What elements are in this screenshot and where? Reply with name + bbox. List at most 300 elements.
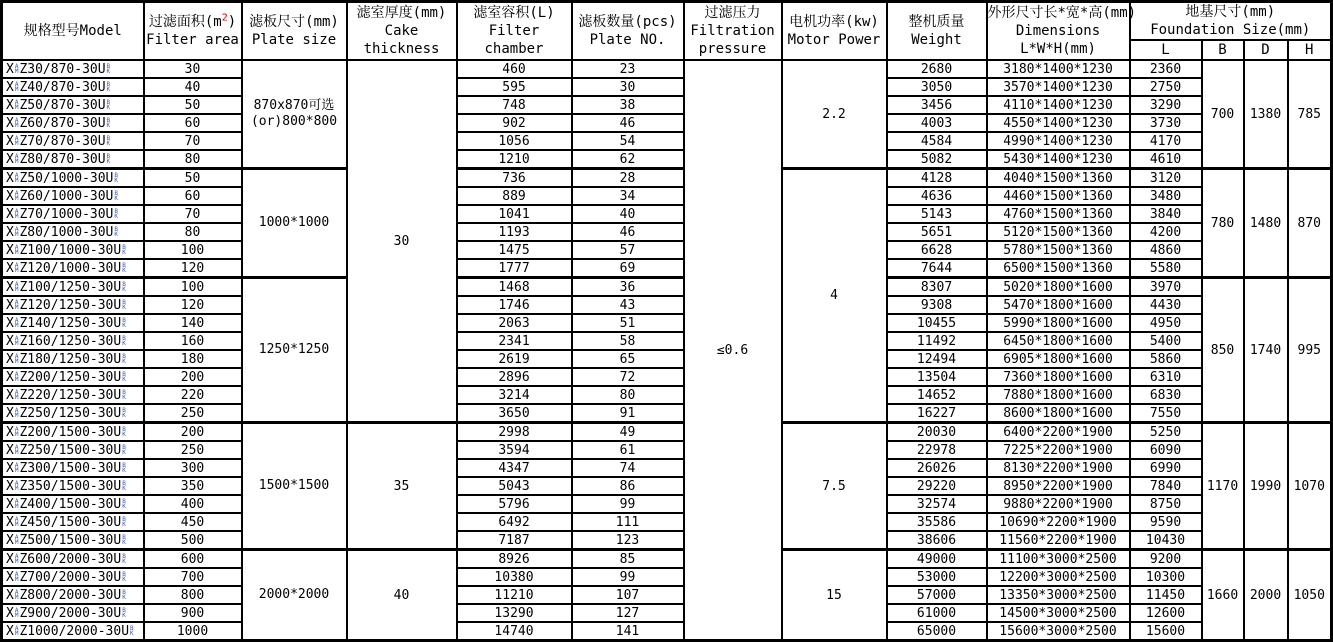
table-row: [2, 223, 1332, 241]
model-code: Z300/1500-30U: [19, 460, 122, 476]
plate-no-cell: 46: [572, 223, 684, 241]
weight-cell: 5082: [887, 150, 987, 169]
motor-power-cell: 4: [782, 169, 887, 423]
header-plate-no: 滤板数量(pcs) Plate NO.: [572, 2, 684, 61]
plate-no-cell: 74: [572, 459, 684, 477]
model-prefix: X: [6, 115, 14, 131]
filter-area-cell: 200: [144, 423, 242, 442]
filter-area-cell: 30: [144, 60, 242, 78]
model-cell: [2, 368, 144, 386]
model-option-stack-post: B K: [122, 335, 126, 347]
model-prefix: X: [6, 242, 14, 258]
dimensions-cell: 11560*2200*1900: [987, 531, 1130, 550]
model-cell: [2, 404, 144, 423]
foundation-l-cell: 3480: [1130, 187, 1202, 205]
model-prefix: X: [6, 279, 14, 295]
model-option-stack-post: B K: [106, 117, 111, 129]
plate-no-cell: 99: [572, 568, 684, 586]
filter-area-cell: 80: [144, 150, 242, 169]
weight-cell: 5143: [887, 205, 987, 223]
weight-cell: 26026: [887, 459, 987, 477]
weight-cell: 16227: [887, 404, 987, 423]
model-option-stack-pre: A M: [14, 172, 19, 184]
weight-cell: 7644: [887, 259, 987, 278]
model-prefix: X: [6, 333, 14, 349]
plate-no-cell: 46: [572, 114, 684, 132]
foundation-l-cell: 7840: [1130, 477, 1202, 495]
header-filter-chamber: 滤室容积(L) Filter chamber: [457, 2, 572, 61]
filter-area-cell: 1000: [144, 622, 242, 641]
plate-size-cell: 1500*1500: [242, 423, 347, 550]
filter-chamber-cell: 1475: [457, 241, 572, 259]
table-row: [2, 386, 1332, 404]
filter-area-cell: 70: [144, 205, 242, 223]
model-prefix: X: [6, 315, 14, 331]
model-prefix: X: [6, 188, 14, 204]
table-row: [2, 332, 1332, 350]
foundation-d-cell: 2000: [1244, 550, 1288, 641]
weight-cell: 4636: [887, 187, 987, 205]
model-option-stack-post: B K: [122, 553, 126, 565]
model-prefix: X: [6, 424, 14, 440]
table-row: [2, 259, 1332, 278]
weight-cell: 3456: [887, 96, 987, 114]
dimensions-cell: 8600*1800*1600: [987, 404, 1130, 423]
filter-chamber-cell: 11210: [457, 586, 572, 604]
filter-chamber-cell: 748: [457, 96, 572, 114]
foundation-l-cell: 3970: [1130, 278, 1202, 297]
plate-no-cell: 86: [572, 477, 684, 495]
cake-thickness-cell: 40: [347, 550, 457, 641]
model-cell: [2, 114, 144, 132]
table-row: [2, 278, 1332, 297]
filter-chamber-cell: 1777: [457, 259, 572, 278]
dimensions-cell: 5990*1800*1600: [987, 314, 1130, 332]
foundation-l-cell: 6990: [1130, 459, 1202, 477]
filter-chamber-cell: 7187: [457, 531, 572, 550]
cake-thickness-cell: 30: [347, 60, 457, 423]
weight-cell: 32574: [887, 495, 987, 513]
plate-no-cell: 69: [572, 259, 684, 278]
model-code: Z250/1500-30U: [19, 442, 122, 458]
model-option-stack-pre: A M: [14, 135, 19, 147]
filter-area-cell: 70: [144, 132, 242, 150]
model-option-stack-pre: A M: [14, 553, 19, 565]
model-code: Z140/1250-30U: [19, 315, 122, 331]
model-prefix: X: [6, 297, 14, 313]
plate-no-cell: 58: [572, 332, 684, 350]
dimensions-cell: 5120*1500*1360: [987, 223, 1130, 241]
model-code: Z160/1250-30U: [19, 333, 122, 349]
foundation-h-cell: 785: [1288, 60, 1332, 169]
model-option-stack-post: B K: [122, 534, 126, 546]
table-row: [2, 568, 1332, 586]
model-option-stack-post: B K: [122, 317, 126, 329]
model-cell: [2, 296, 144, 314]
weight-cell: 14652: [887, 386, 987, 404]
model-code: Z600/2000-30U: [19, 551, 122, 567]
model-option-stack-pre: A M: [14, 516, 19, 528]
weight-cell: 4003: [887, 114, 987, 132]
table-row: [2, 314, 1332, 332]
filter-chamber-cell: 14740: [457, 622, 572, 641]
model-code: Z700/2000-30U: [19, 569, 122, 585]
plate-size-cell: 1000*1000: [242, 169, 347, 278]
filter-chamber-cell: 3214: [457, 386, 572, 404]
weight-cell: 10455: [887, 314, 987, 332]
filter-chamber-cell: 889: [457, 187, 572, 205]
model-code: Z80/870-30U: [19, 151, 106, 167]
filter-area-cell: 450: [144, 513, 242, 531]
model-cell: [2, 622, 144, 641]
filter-area-cell: 100: [144, 241, 242, 259]
header-dimensions: 外形尺寸长*宽*高(mm) Dimensions L*W*H(mm): [987, 2, 1130, 61]
filter-area-cell: 350: [144, 477, 242, 495]
dimensions-cell: 5430*1400*1230: [987, 150, 1130, 169]
table-row: [2, 622, 1332, 641]
model-option-stack-pre: A M: [14, 190, 19, 202]
model-option-stack-pre: A M: [14, 317, 19, 329]
foundation-l-cell: 12600: [1130, 604, 1202, 622]
header-motor-power: 电机功率(kw) Motor Power: [782, 2, 887, 61]
dimensions-cell: 4550*1400*1230: [987, 114, 1130, 132]
model-prefix: X: [6, 351, 14, 367]
foundation-l-cell: 4430: [1130, 296, 1202, 314]
model-code: Z1000/2000-30U: [19, 623, 130, 639]
plate-no-cell: 123: [572, 531, 684, 550]
filter-area-cell: 60: [144, 187, 242, 205]
plate-no-cell: 43: [572, 296, 684, 314]
dimensions-cell: 5020*1800*1600: [987, 278, 1130, 297]
model-option-stack-pre: A M: [14, 353, 19, 365]
model-option-stack-post: B K: [122, 516, 126, 528]
model-option-stack-post: B K: [122, 262, 126, 274]
model-option-stack-post: B K: [122, 571, 126, 583]
dimensions-cell: 8130*2200*1900: [987, 459, 1130, 477]
dimensions-cell: 8950*2200*1900: [987, 477, 1130, 495]
model-cell: [2, 314, 144, 332]
table-row: [2, 60, 1332, 78]
model-option-stack-post: B K: [122, 498, 126, 510]
model-cell: [2, 441, 144, 459]
weight-cell: 49000: [887, 550, 987, 569]
model-cell: [2, 386, 144, 404]
filter-chamber-cell: 1468: [457, 278, 572, 297]
filter-chamber-cell: 736: [457, 169, 572, 188]
model-prefix: X: [6, 442, 14, 458]
foundation-l-cell: 6830: [1130, 386, 1202, 404]
model-code: Z70/870-30U: [19, 133, 106, 149]
table-row: [2, 114, 1332, 132]
model-cell: [2, 96, 144, 114]
model-option-stack-post: B K: [130, 625, 134, 637]
table-row: [2, 96, 1332, 114]
dimensions-cell: 6450*1800*1600: [987, 332, 1130, 350]
model-cell: [2, 459, 144, 477]
dimensions-cell: 14500*3000*2500: [987, 604, 1130, 622]
model-cell: [2, 223, 144, 241]
model-cell: [2, 169, 144, 188]
model-prefix: X: [6, 532, 14, 548]
model-code: Z200/1500-30U: [19, 424, 122, 440]
dimensions-cell: 7880*1800*1600: [987, 386, 1130, 404]
dimensions-cell: 4040*1500*1360: [987, 169, 1130, 188]
plate-no-cell: 85: [572, 550, 684, 569]
model-code: Z500/1500-30U: [19, 532, 122, 548]
model-option-stack-post: B K: [122, 371, 126, 383]
plate-no-cell: 49: [572, 423, 684, 442]
foundation-b-cell: 780: [1202, 169, 1244, 278]
model-code: Z70/1000-30U: [19, 206, 114, 222]
weight-cell: 12494: [887, 350, 987, 368]
model-option-stack-post: B K: [114, 172, 118, 184]
dimensions-cell: 7225*2200*1900: [987, 441, 1130, 459]
foundation-l-cell: 3730: [1130, 114, 1202, 132]
filter-chamber-cell: 3650: [457, 404, 572, 423]
table-row: [2, 296, 1332, 314]
model-option-stack-post: B K: [106, 99, 111, 111]
model-option-stack-post: B K: [122, 607, 126, 619]
table-row: [2, 150, 1332, 169]
foundation-l-cell: 11450: [1130, 586, 1202, 604]
model-option-stack-pre: A M: [14, 480, 19, 492]
filter-chamber-cell: 3594: [457, 441, 572, 459]
model-option-stack-post: B K: [122, 480, 126, 492]
model-prefix: X: [6, 369, 14, 385]
filter-chamber-cell: 2341: [457, 332, 572, 350]
model-cell: [2, 586, 144, 604]
foundation-l-cell: 10300: [1130, 568, 1202, 586]
header-foundation-d: D: [1244, 40, 1288, 60]
weight-cell: 35586: [887, 513, 987, 531]
model-cell: [2, 604, 144, 622]
filter-area-cell: 120: [144, 259, 242, 278]
model-option-stack-pre: A M: [14, 335, 19, 347]
filter-area-cell: 300: [144, 459, 242, 477]
plate-size-cell: 1250*1250: [242, 278, 347, 423]
model-prefix: X: [6, 587, 14, 603]
model-option-stack-pre: A M: [14, 299, 19, 311]
header-foundation-size: 地基尺寸(mm) Foundation Size(mm): [1130, 2, 1332, 41]
filter-area-cell: 250: [144, 441, 242, 459]
model-prefix: X: [6, 478, 14, 494]
model-cell: [2, 568, 144, 586]
foundation-l-cell: 3120: [1130, 169, 1202, 188]
model-code: Z400/1500-30U: [19, 496, 122, 512]
filter-area-cell: 50: [144, 169, 242, 188]
model-code: Z450/1500-30U: [19, 514, 122, 530]
model-cell: [2, 132, 144, 150]
plate-no-cell: 65: [572, 350, 684, 368]
header-plate-size: 滤板尺寸(mm) Plate size: [242, 2, 347, 61]
model-cell: [2, 513, 144, 531]
model-option-stack-pre: A M: [14, 426, 19, 438]
foundation-l-cell: 4950: [1130, 314, 1202, 332]
model-prefix: X: [6, 224, 14, 240]
model-prefix: X: [6, 405, 14, 421]
table-row: [2, 350, 1332, 368]
superscript-2: 2: [221, 12, 228, 24]
table-row: [2, 459, 1332, 477]
plate-no-cell: 36: [572, 278, 684, 297]
model-code: Z60/870-30U: [19, 115, 106, 131]
dimensions-cell: 3180*1400*1230: [987, 60, 1130, 78]
plate-no-cell: 34: [572, 187, 684, 205]
model-cell: [2, 259, 144, 278]
model-prefix: X: [6, 97, 14, 113]
filter-chamber-cell: 5043: [457, 477, 572, 495]
model-prefix: X: [6, 206, 14, 222]
table-row: [2, 513, 1332, 531]
model-cell: [2, 187, 144, 205]
plate-no-cell: 51: [572, 314, 684, 332]
weight-cell: 13504: [887, 368, 987, 386]
model-option-stack-pre: A M: [14, 81, 19, 93]
model-code: Z50/870-30U: [19, 97, 106, 113]
plate-no-cell: 40: [572, 205, 684, 223]
weight-cell: 20030: [887, 423, 987, 442]
table-row: [2, 604, 1332, 622]
filter-chamber-cell: 595: [457, 78, 572, 96]
filter-area-cell: 500: [144, 531, 242, 550]
weight-cell: 65000: [887, 622, 987, 641]
cake-thickness-cell: 35: [347, 423, 457, 550]
header-pressure: 过滤压力 Filtration pressure: [684, 2, 782, 61]
model-option-stack-pre: A M: [14, 607, 19, 619]
model-cell: [2, 550, 144, 569]
model-code: Z80/1000-30U: [19, 224, 114, 240]
filter-area-cell: 40: [144, 78, 242, 96]
foundation-d-cell: 1740: [1244, 278, 1288, 423]
dimensions-cell: 6500*1500*1360: [987, 259, 1130, 278]
model-prefix: X: [6, 514, 14, 530]
model-code: Z800/2000-30U: [19, 587, 122, 603]
filter-chamber-cell: 2896: [457, 368, 572, 386]
table-body: [2, 60, 1332, 641]
model-code: Z220/1250-30U: [19, 387, 122, 403]
filter-area-cell: 80: [144, 223, 242, 241]
plate-no-cell: 141: [572, 622, 684, 641]
model-option-stack-pre: A M: [14, 99, 19, 111]
model-prefix: X: [6, 387, 14, 403]
foundation-l-cell: 9590: [1130, 513, 1202, 531]
model-cell: [2, 495, 144, 513]
model-prefix: X: [6, 460, 14, 476]
table-row: [2, 368, 1332, 386]
filter-chamber-cell: 460: [457, 60, 572, 78]
filter-chamber-cell: 5796: [457, 495, 572, 513]
plate-no-cell: 28: [572, 169, 684, 188]
foundation-l-cell: 7550: [1130, 404, 1202, 423]
model-cell: [2, 60, 144, 78]
model-option-stack-pre: A M: [14, 571, 19, 583]
filter-area-cell: 120: [144, 296, 242, 314]
model-prefix: X: [6, 551, 14, 567]
model-code: Z180/1250-30U: [19, 351, 122, 367]
weight-cell: 9308: [887, 296, 987, 314]
dimensions-cell: 5780*1500*1360: [987, 241, 1130, 259]
header-foundation-h: H: [1288, 40, 1332, 60]
dimensions-cell: 12200*3000*2500: [987, 568, 1130, 586]
model-cell: [2, 205, 144, 223]
model-prefix: X: [6, 170, 14, 186]
foundation-l-cell: 3290: [1130, 96, 1202, 114]
header-weight: 整机质量 Weight: [887, 2, 987, 61]
weight-cell: 3050: [887, 78, 987, 96]
model-option-stack-post: B K: [122, 426, 126, 438]
model-code: Z60/1000-30U: [19, 188, 114, 204]
table-row: [2, 187, 1332, 205]
filter-chamber-cell: 13290: [457, 604, 572, 622]
model-option-stack-post: B K: [122, 589, 126, 601]
motor-power-cell: 15: [782, 550, 887, 641]
dimensions-cell: 10690*2200*1900: [987, 513, 1130, 531]
dimensions-cell: 13350*3000*2500: [987, 586, 1130, 604]
model-option-stack-post: B K: [114, 208, 118, 220]
model-cell: [2, 477, 144, 495]
foundation-l-cell: 4610: [1130, 150, 1202, 169]
plate-no-cell: 61: [572, 441, 684, 459]
plate-no-cell: 99: [572, 495, 684, 513]
dimensions-cell: 6400*2200*1900: [987, 423, 1130, 442]
table-row: [2, 132, 1332, 150]
weight-cell: 11492: [887, 332, 987, 350]
foundation-l-cell: 2750: [1130, 78, 1202, 96]
model-code: Z40/870-30U: [19, 79, 106, 95]
dimensions-cell: 3570*1400*1230: [987, 78, 1130, 96]
model-prefix: X: [6, 151, 14, 167]
foundation-d-cell: 1480: [1244, 169, 1288, 278]
motor-power-cell: 7.5: [782, 423, 887, 550]
dimensions-cell: 6905*1800*1600: [987, 350, 1130, 368]
table-row: [2, 423, 1332, 442]
weight-cell: 38606: [887, 531, 987, 550]
model-prefix: X: [6, 61, 14, 77]
table-row: [2, 241, 1332, 259]
model-code: Z350/1500-30U: [19, 478, 122, 494]
model-option-stack-pre: A M: [14, 407, 19, 419]
model-option-stack-post: B K: [106, 81, 111, 93]
foundation-l-cell: 5250: [1130, 423, 1202, 442]
model-option-stack-post: B K: [122, 244, 126, 256]
dimensions-cell: 4760*1500*1360: [987, 205, 1130, 223]
header-foundation-l: L: [1130, 40, 1202, 60]
model-option-stack-pre: A M: [14, 226, 19, 238]
model-prefix: X: [6, 623, 14, 639]
model-code: Z30/870-30U: [19, 61, 106, 77]
model-option-stack-pre: A M: [14, 281, 19, 293]
plate-no-cell: 30: [572, 78, 684, 96]
foundation-b-cell: 850: [1202, 278, 1244, 423]
table-row: [2, 169, 1332, 188]
filter-chamber-cell: 2619: [457, 350, 572, 368]
filter-chamber-cell: 1041: [457, 205, 572, 223]
model-option-stack-pre: A M: [14, 262, 19, 274]
foundation-l-cell: 5400: [1130, 332, 1202, 350]
filter-area-cell: 700: [144, 568, 242, 586]
weight-cell: 6628: [887, 241, 987, 259]
foundation-b-cell: 1170: [1202, 423, 1244, 550]
table-row: [2, 550, 1332, 569]
model-option-stack-pre: A M: [14, 208, 19, 220]
foundation-l-cell: 9200: [1130, 550, 1202, 569]
dimensions-cell: 4990*1400*1230: [987, 132, 1130, 150]
weight-cell: 29220: [887, 477, 987, 495]
foundation-b-cell: 700: [1202, 60, 1244, 169]
model-cell: [2, 332, 144, 350]
plate-no-cell: 91: [572, 404, 684, 423]
model-prefix: X: [6, 569, 14, 585]
